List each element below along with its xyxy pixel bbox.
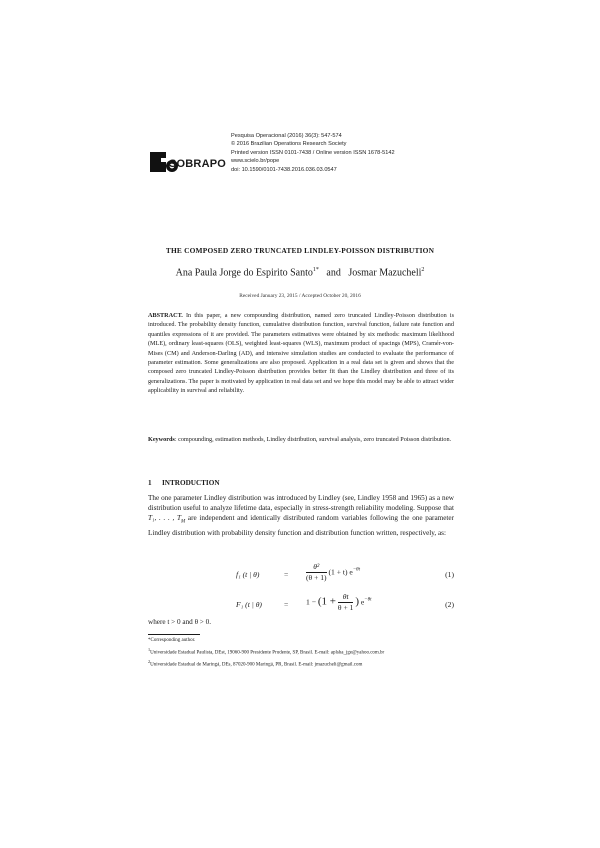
eq2-lhs: F₁ (t | θ) bbox=[236, 600, 262, 609]
footnote-2 bbox=[148, 658, 458, 670]
footnote-1-mark: 1 bbox=[148, 646, 151, 652]
footnote-2-text: Universidade Estadual de Maringá, DEs, 87020-900 Maringá, PR, Brasil. E-mail: jmazucheli@gmail.com bbox=[150, 662, 363, 668]
journal-line[interactable]: www.scielo.br/pope bbox=[231, 158, 280, 165]
footnote-corresponding: *Corresponding author. bbox=[148, 638, 196, 643]
journal-logo bbox=[148, 148, 228, 176]
eq1-rhs bbox=[306, 562, 360, 583]
eq2-head: 1 − bbox=[306, 597, 318, 607]
journal-line[interactable]: doi: 10.1590/0101-7438.2016.036.03.0547 bbox=[231, 166, 337, 173]
eq2-rhs bbox=[306, 592, 372, 613]
section-heading bbox=[148, 479, 220, 487]
intro-paragraph bbox=[148, 493, 454, 538]
eq2-label: (2) bbox=[445, 600, 454, 609]
section-title: INTRODUCTION bbox=[162, 479, 220, 487]
intro-vars-sub: M bbox=[181, 519, 186, 525]
eq1-denominator: (θ + 1) bbox=[306, 573, 327, 582]
footnote-1 bbox=[148, 646, 458, 658]
eq2-e: e bbox=[359, 597, 365, 607]
journal-info bbox=[231, 132, 395, 174]
eq2-fraction bbox=[338, 592, 354, 613]
journal-line: Printed version ISSN 0101-7438 / Online version ISSN 1678-5142 bbox=[231, 149, 395, 156]
eq2-exponent: −θt bbox=[364, 597, 372, 603]
intro-text-1: The one parameter Lindley distribution was introduced by Lindley (see, Lindley 1958 and 1965) as a new distribution useful to analyze lifetime data, especially in stress-strength reliability modeling. Suppose that bbox=[148, 494, 454, 513]
author-2: Josmar Mazucheli bbox=[348, 267, 422, 279]
received-dates: Received January 23, 2015 / Accepted October 20, 2016 bbox=[239, 293, 361, 299]
eq1-fraction bbox=[306, 562, 327, 583]
journal-line: © 2016 Brazilian Operations Research Society bbox=[231, 141, 347, 148]
paper-title: THE COMPOSED ZERO TRUNCATED LINDLEY-POISSON DISTRIBUTION bbox=[165, 246, 435, 255]
footnote-1-text: Universidade Estadual Paulista, DEst, 19060-900 Presidente Prudente, SP, Brasil. E-mail: aplsha_jge@yahoo.com.br bbox=[150, 650, 385, 656]
equation-2 bbox=[148, 592, 454, 616]
author-1-marker: 1* bbox=[312, 267, 319, 273]
intro-vars: T₁, . . . , T bbox=[148, 514, 181, 523]
eq1-numerator: θ² bbox=[306, 562, 327, 573]
eq2-numerator: θt bbox=[338, 592, 354, 603]
footnote-rule bbox=[148, 634, 200, 635]
author-2-marker: 2 bbox=[421, 267, 425, 273]
equation-1 bbox=[148, 562, 454, 586]
abstract bbox=[148, 311, 454, 396]
eq1-equals: = bbox=[284, 570, 289, 579]
journal-line: Pesquisa Operacional (2016) 36(3): 547-574 bbox=[231, 133, 342, 139]
footnotes bbox=[148, 637, 458, 670]
section-number: 1 bbox=[148, 479, 152, 487]
eq1-tail: (1 + t) e bbox=[328, 567, 353, 577]
keywords bbox=[148, 435, 454, 444]
author-1: Ana Paula Jorge do Espirito Santo bbox=[175, 267, 313, 279]
keywords-text: : compounding, estimation methods, Lindley distribution, survival analysis, zero truncated Poisson distribution. bbox=[174, 436, 452, 443]
footnote-2-mark: 2 bbox=[148, 658, 151, 664]
eq2-paren-close: ) bbox=[355, 595, 360, 608]
eq2-paren-open: (1 + bbox=[317, 595, 337, 608]
eq1-label: (1) bbox=[445, 570, 454, 579]
author-separator: and bbox=[326, 267, 341, 279]
keywords-label: Keywords bbox=[148, 436, 175, 443]
eq1-exponent: −θt bbox=[352, 567, 361, 573]
abstract-text: In this paper, a new compounding distribution, named zero truncated Lindley-Poisson distribution is introduced. The probability density function, cumulative distribution function, survival function, failure rate function and quantiles expressions of it are provided. The parameters estimatives were obtained by six methods: maximum likelihood (MLE), ordinary least-squares (OLS), weighted least-squares (WLS), maximum product of spacings (MPS), Cramér-von-Mises (CM) and Anderson-Darling (AD), and intensive simulation studies are conducted to evaluate the performance of parameter estimation. Some generalizations are also proposed. Application in a real data set is given and shows that the composed zero truncated Lindley-Poisson distribution provides better fit than the Lindley distribution and three of its generalizations. The paper is motivated by application in real data set and we hope this model may be able to attract wider applicability in survival and reliability. bbox=[148, 312, 454, 395]
eq1-lhs: f₁ (t | θ) bbox=[236, 570, 260, 579]
authors bbox=[0, 267, 600, 278]
logo-text: SOBRAPO bbox=[169, 158, 227, 170]
where-clause: where t > 0 and θ > 0. bbox=[148, 618, 212, 626]
abstract-label: ABSTRACT. bbox=[148, 312, 183, 319]
intro-text-2: are independent and identically distributed random variables following the one parameter Lindley distribution with probability density function and distribution function written, respectively, as: bbox=[148, 514, 454, 538]
eq2-equals: = bbox=[284, 600, 289, 609]
eq2-denominator: θ + 1 bbox=[337, 603, 354, 612]
